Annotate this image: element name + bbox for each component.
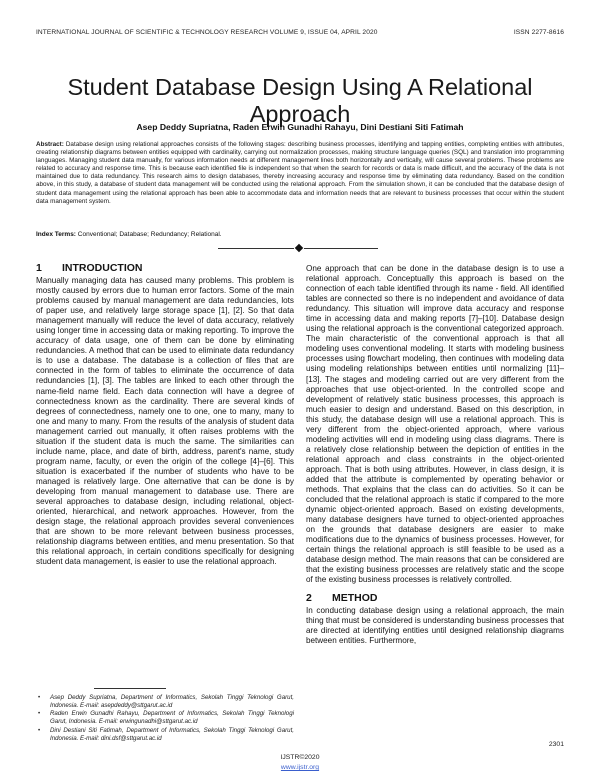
section-heading-introduction <box>36 262 294 274</box>
section-number: 2 <box>306 591 312 604</box>
divider-line-left <box>218 248 294 249</box>
footer-copyright: IJSTR©2020 <box>280 754 320 761</box>
footnote-rule <box>94 688 166 689</box>
section-title: INTRODUCTION <box>62 262 143 274</box>
abstract-label: Abstract: <box>36 141 64 148</box>
abstract-text: Database design using relational approaches consists of the following stages: describing business processes, identifying and tapping entities, completing entities with attributes, creating relationship diagrams between entities equipped with cardinality, carrying out normalization processes, making structure language queries (SQL) and translation into programming languages. Managing student data manually, for various information needs at different management lines both horizontally and vertically, will cause several problems. These problems are related to accuracy and response time. This is because each identified file is independent so that when the search for records or data is made difficult, and the accuracy of the data is not maintained due to data redundancy. This research aims to design databases, thereby increasing accuracy and response time by eliminating data redundancy. Based on the condition above, in this study, a database of student data management will be conducted using the relational approach. From the simulation shown, it can be concluded that the database design of student data management using the relational approach has been able to accommodate data and information needs that are relevant to business processes that occur within the student data management system. <box>36 141 564 205</box>
abstract <box>36 141 564 206</box>
journal-header <box>36 29 564 36</box>
section-number: 1 <box>36 262 42 274</box>
right-column <box>306 264 564 646</box>
introduction-paragraph-continued: One approach that can be done in the database design is to use a relational approach. Conceptually this approach is based on the connection of each table identified through its name - field. All identified tables are connected so there is no independent and avoidance of data redundancy. This situation will improve data accuracy and response time in accessing data and making reports [7]–[10]. Database design using the relational approach is the conventional categorized approach. The main characteristic of the conventional approach is that all modeling uses conventional modeling. It starts with modeling business processes using flowchart modeling, then continues with modeling data using modeling relationships between entities until normalizing [11]–[13]. The stages and modeling carried out are very different from the approaches that use object-oriented. In the controlled scope and development of relatively static business processes, this approach is much easier to design and understand. Based on this description, in this study, the database design will use a relational approach. This is very different from the object-oriented approach, where various modeling activities will end in modeling using class diagrams. There is a relatively close relationship between the depiction of entities in the relational approach and class constraints in the object-oriented approach. That is both using attributes. However, in class design, it is added that the attribute is complemented by operating behavior or methods. That explains that the class can do activities. So it can be concluded that the relational approach is static if compared to the more dynamic object-oriented approach. Based on existing developments, many database designers have turned to object-oriented approaches on the grounds that database designers are easier to make modifications due to the dynamics of business processes. However, for certain things the relational approach is still feasible to be used as a database design method. The main reasons that can be considered are that the existing business processes are relatively static and the scope of the existing business processes is relatively controlled. <box>306 264 564 585</box>
paper-title: Student Database Design Using A Relational Approach <box>67 73 533 127</box>
author-list: Asep Deddy Supriatna, Raden Erwin Gunadhi Rahayu, Dini Destiani Siti Fatimah <box>136 122 464 132</box>
author-footnotes <box>36 694 294 743</box>
journal-name: INTERNATIONAL JOURNAL OF SCIENTIFIC & TECHNOLOGY RESEARCH VOLUME 9, ISSUE 04, APRIL 2020 <box>36 29 378 36</box>
introduction-paragraph: Manually managing data has caused many problems. This problem is mostly caused by errors due to human error factors. Some of the main problems caused by manual management are data redundancies, lots of paper use, and relatively large storage space [1], [2]. So that data management manually will reduce the level of data accuracy, relatively using longer time in accessing data or making reporting. To improve the accuracy of data usage, one of them can be done by eliminating redundancies. A method that can be used to eliminate data redundancy is to use a database. The database is a collection of files that are connected in the form of tables to eliminate the occurrence of data redundancies [1], [3]. The tables are linked to each other through the name-field name field. Each data connection will have a degree of connectedness known as the cardinality. There are several kinds of degrees of connectedness, namely one to one, one to many, many to one and many to many. From the results of the analysis of student data management carried out manually, it often raises problems with the situation if the student data is much the same. The similarities can include name, place, and date of birth, address, parent's name, study program name, faculty, or even the origin of the college [4]–[6]. This situation is exacerbated if the number of students who have to be managed is relatively large. One alternative that can be done is by developing from manual management to database use. There are several approaches to database design, including relational, object-oriented, hierarchical, and network approaches. However, from the design stage, the relational approach provides several conveniences that are shown to be more relevant between business processes, relationship diagrams between entities, and menu presentation. So that this relational approach, in certain conditions specifically for designing student data management, is easier to use the relational approach. <box>36 276 294 567</box>
footnote-item: • Asep Deddy Supriatna, Department of Informatics, Sekolah Tinggi Teknologi Garut, Indonesia. E-mail: asepdeddy@sttgarut.ac.id <box>36 694 294 709</box>
divider-line-right <box>304 248 378 249</box>
diamond-icon <box>295 243 303 251</box>
index-terms-text: Conventional; Database; Redundancy; Relational. <box>75 231 222 238</box>
method-paragraph: In conducting database design using a relational approach, the main thing that must be considered is understanding business processes that are directed at identifying entities until designed relationship diagrams between entities. Furthermore, <box>306 605 564 645</box>
footer-link[interactable]: www.ijstr.org <box>280 764 320 771</box>
page-number: 2301 <box>548 741 564 748</box>
issn: ISSN 2277-8616 <box>513 29 564 36</box>
index-terms <box>36 231 564 239</box>
section-title: METHOD <box>332 591 378 604</box>
footnote-item: • Dini Destiani Siti Fatimah, Department of Informatics, Sekolah Tinggi Teknologi Garut, Indonesia. E-mail: dini.dsf@sttgarut.ac.id <box>36 727 294 742</box>
section-heading-method <box>306 592 564 604</box>
footnote-item: • Raden Erwin Gunadhi Rahayu, Department of Informatics, Sekolah Tinggi Teknologi Garut, Indonesia. E-mail: erwingunadhi@sttgarut.ac.id <box>36 710 294 725</box>
section-divider <box>218 244 378 252</box>
left-column <box>36 262 294 567</box>
index-terms-label: Index Terms: <box>36 231 76 238</box>
